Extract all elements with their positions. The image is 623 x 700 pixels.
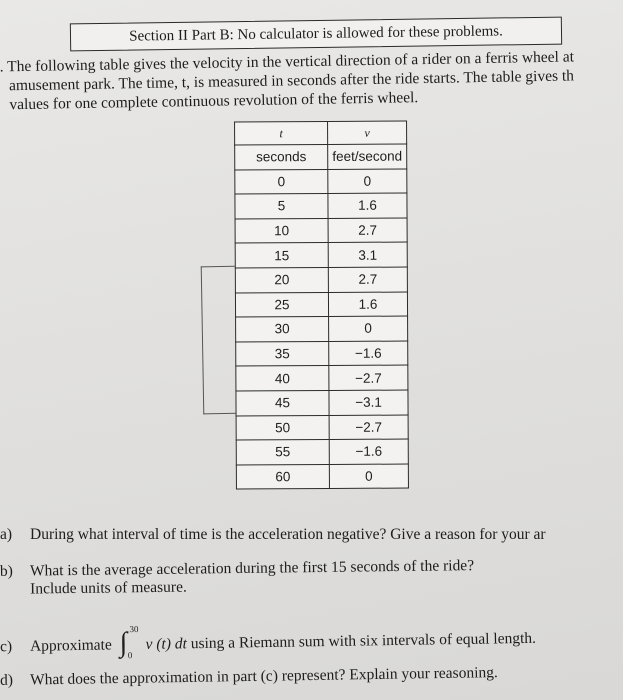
velocity-cell: 2.7 — [328, 218, 407, 243]
question-b-label: b) — [0, 562, 13, 580]
intro-line-2: amusement park. The time, t, is measured in seconds after the ride starts. The table gives th — [8, 67, 575, 95]
integrand: v (t) dt — [145, 635, 188, 653]
velocity-cell: 2.7 — [328, 267, 407, 292]
integral-symbol: ∫ 30 0 — [119, 624, 139, 661]
question-c-pre: Approximate — [29, 636, 112, 655]
integral-lower-bound: 0 — [127, 650, 133, 661]
question-d-label: d) — [0, 671, 14, 689]
question-c — [0, 624, 537, 661]
intro-line-1: . The following table gives the velocity in the vertical direction of a rider on a ferris wheel at — [0, 48, 575, 76]
table-var-row — [235, 121, 407, 145]
section-header — [70, 17, 562, 52]
velocity-cell: −3.1 — [329, 390, 408, 415]
table-row — [235, 242, 407, 267]
section-header-text: Section II Part B: No calculator is allowed for these problems. — [129, 22, 503, 45]
time-cell: 35 — [236, 341, 329, 366]
velocity-cell: −1.6 — [329, 341, 408, 366]
time-cell: 5 — [235, 194, 328, 219]
question-b — [0, 557, 474, 599]
velocity-cell: −1.6 — [329, 439, 408, 464]
table-row — [235, 218, 407, 243]
time-cell: 25 — [235, 292, 328, 317]
velocity-cell: 3.1 — [328, 242, 407, 267]
question-b-line-1: What is the average acceleration during the first 15 seconds of the ride? — [29, 557, 475, 580]
time-cell: 55 — [236, 440, 329, 465]
time-cell: 10 — [235, 218, 328, 243]
integral-upper-bound: 30 — [129, 624, 139, 635]
table-header-v: v — [328, 121, 407, 144]
velocity-table-wrap — [234, 121, 409, 490]
question-d-text: What does the approximation in part (c) represent? Explain your reasoning. — [29, 664, 498, 689]
time-cell: 30 — [236, 317, 329, 342]
table-row — [236, 439, 408, 464]
question-a — [0, 526, 546, 544]
time-cell: 0 — [235, 169, 328, 194]
table-header-t: t — [235, 121, 328, 144]
question-c-label: c) — [0, 638, 13, 656]
table-units-row — [235, 144, 407, 169]
time-cell: 15 — [235, 243, 328, 268]
table-unit-feet-per-second: feet/second — [328, 144, 407, 169]
table-row — [236, 415, 408, 440]
time-cell: 45 — [236, 390, 329, 415]
velocity-cell: 1.6 — [328, 292, 407, 317]
velocity-cell: 0 — [329, 464, 408, 489]
velocity-cell: −2.7 — [329, 415, 408, 440]
velocity-cell: −2.7 — [329, 365, 408, 390]
problem-intro — [0, 47, 623, 115]
time-cell: 20 — [235, 267, 328, 292]
question-d — [0, 664, 498, 690]
time-cell: 60 — [236, 464, 329, 489]
table-row — [236, 365, 408, 390]
velocity-cell: 0 — [329, 316, 408, 341]
velocity-table — [234, 121, 409, 490]
question-a-label: a) — [0, 526, 13, 543]
table-row — [235, 292, 407, 317]
question-b-line-2: Include units of measure. — [30, 578, 187, 598]
time-cell: 50 — [236, 415, 329, 440]
intro-line-3: values for one complete continuous revolution of the ferris wheel. — [9, 89, 419, 114]
table-row — [236, 316, 408, 341]
table-unit-seconds: seconds — [235, 144, 328, 169]
table-row — [235, 267, 407, 292]
table-row — [236, 341, 408, 366]
table-row — [235, 169, 407, 194]
table-row — [236, 390, 408, 415]
velocity-cell: 0 — [328, 169, 407, 194]
velocity-cell: 1.6 — [328, 193, 407, 218]
time-cell: 40 — [236, 366, 329, 391]
table-row — [235, 193, 407, 218]
question-c-post: using a Riemann sum with six intervals of equal length. — [190, 629, 537, 653]
table-row — [236, 464, 408, 489]
question-a-text: During what interval of time is the acceleration negative? Give a reason for your ar — [30, 526, 546, 543]
